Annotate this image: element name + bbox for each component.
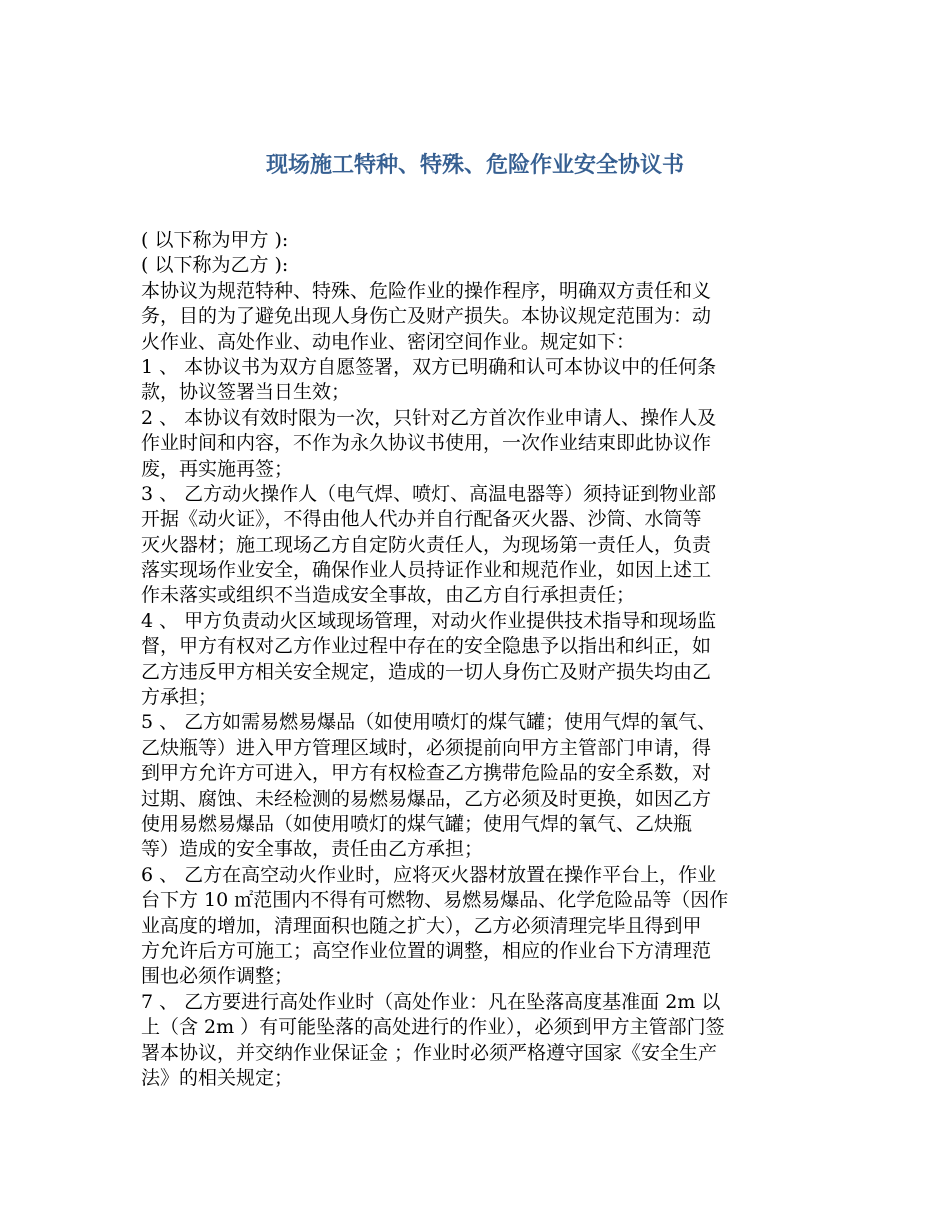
- text-line: 作未落实或组织不当造成安全事故，由乙方自行承担责任；: [141, 584, 636, 607]
- text-line: 围也必须作调整；: [141, 965, 294, 988]
- text-line: 过期、腐蚀、未经检测的易燃易爆品，乙方必须及时更换，如因乙方: [141, 787, 712, 810]
- text-line: 6 、 乙方在高空动火作业时，应将灭火器材放置在操作平台上，作业: [141, 863, 717, 886]
- text-line: 台下方 10 ㎡范围内不得有可燃物、易燃易爆品、化学危险品等（因作: [141, 889, 729, 912]
- text-line: 署本协议，并交纳作业保证金 ；作业时必须严格遵守国家《安全生产: [141, 1041, 718, 1064]
- text-line: 督，甲方有权对乙方作业过程中存在的安全隐患予以指出和纠正，如: [141, 635, 712, 658]
- text-line: 2 、 本协议有效时限为一次，只针对乙方首次作业申请人、操作人及: [141, 406, 717, 429]
- text-line: 3 、 乙方动火操作人（电气焊、喷灯、高温电器等）须持证到物业部: [141, 482, 717, 505]
- text-line: 1 、 本协议书为双方自愿签署，双方已明确和认可本协议中的任何条: [141, 355, 717, 378]
- text-line: 作业时间和内容，不作为永久协议书使用，一次作业结束即此协议作: [141, 432, 712, 455]
- text-line: 务，目的为了避免出现人身伤亡及财产损失。本协议规定范围为：动: [141, 305, 712, 328]
- document-title: 现场施工特种、特殊、危险作业安全协议书: [265, 152, 684, 178]
- text-line: ( 以下称为乙方 ):: [141, 254, 289, 277]
- text-line: 本协议为规范特种、特殊、危险作业的操作程序，明确双方责任和义: [141, 279, 712, 302]
- text-line: 款，协议签署当日生效；: [141, 381, 351, 404]
- text-line: ( 以下称为甲方 ):: [141, 229, 289, 251]
- text-line: 法》的相关规定；: [141, 1066, 294, 1089]
- text-line: 落实现场作业安全，确保作业人员持证作业和规范作业，如因上述工: [141, 559, 712, 582]
- text-line: 5 、 乙方如需易燃易爆品（如使用喷灯的煤气罐；使用气焊的氧气、: [141, 711, 717, 734]
- text-line: 开据《动火证》，不得由他人代办并自行配备灭火器、沙筒、水筒等: [141, 508, 702, 531]
- agreement-body: [141, 228, 816, 1091]
- text-line: 方允许后方可施工；高空作业位置的调整，相应的作业台下方清理范: [141, 939, 712, 962]
- text-line: 4 、 甲方负责动火区域现场管理，对动火作业提供技术指导和现场监: [141, 609, 717, 632]
- text-line: 到甲方允许方可进入，甲方有权检查乙方携带危险品的安全系数，对: [141, 762, 712, 785]
- text-line: 上（含 2m ）有可能坠落的高处进行的作业），必须到甲方主管部门签: [141, 1016, 725, 1039]
- text-line: 业高度的增加，清理面积也随之扩大），乙方必须清理完毕且得到甲: [141, 914, 702, 937]
- text-line: 7 、 乙方要进行高处作业时（高处作业：凡在坠落高度基准面 2m 以: [141, 990, 721, 1013]
- text-line: 废，再实施再签；: [141, 457, 294, 480]
- text-line: 方承担；: [141, 686, 218, 709]
- text-line: 等）造成的安全事故，责任由乙方承担；: [141, 838, 484, 861]
- text-line: 使用易燃易爆品（如使用喷灯的煤气罐；使用气焊的氧气、乙炔瓶: [141, 812, 693, 835]
- text-line: 灭火器材；施工现场乙方自定防火责任人，为现场第一责任人，负责: [141, 533, 712, 556]
- text-line: 乙方违反甲方相关安全规定，造成的一切人身伤亡及财产损失均由乙: [141, 660, 712, 683]
- text-line: 乙炔瓶等）进入甲方管理区域时，必须提前向甲方主管部门申请，得: [141, 736, 712, 759]
- text-line: 火作业、高处作业、动电作业、密闭空间作业。规定如下：: [141, 330, 636, 353]
